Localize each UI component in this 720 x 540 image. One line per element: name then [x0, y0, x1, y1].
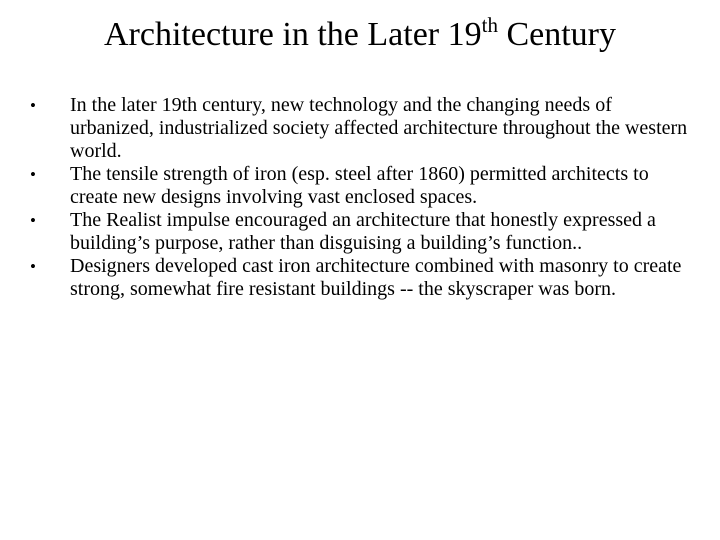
slide-title-main: Architecture in the Later 19 [104, 16, 482, 53]
bullet-list [30, 94, 700, 301]
slide-title-superscript: th [481, 13, 498, 37]
bullet-text-1: In the later 19th century, new technology and the changing needs of urbanized, industrialized society affected architecture throughout the western world. [70, 94, 688, 162]
bullet-dot-icon: • [30, 211, 36, 230]
bullet-dot-icon: • [30, 165, 36, 184]
bullet-item-2 [30, 163, 700, 209]
slide-title-suffix: Century [497, 16, 616, 53]
bullet-dot-icon: • [30, 96, 36, 115]
bullet-text-2: The tensile strength of iron (esp. steel after 1860) permitted architects to create new designs involving vast enclosed spaces. [70, 163, 649, 208]
bullet-text-4: Designers developed cast iron architecture combined with masonry to create strong, somewhat fire resistant buildings -- the skyscraper was born. [70, 255, 682, 300]
bullet-text-3: The Realist impulse encouraged an architecture that honestly expressed a building’s purpose, rather than disguising a building’s function.. [70, 209, 656, 254]
bullet-dot-icon: • [30, 257, 36, 276]
bullet-item-4 [30, 255, 700, 301]
slide-title [0, 12, 720, 58]
bullet-item-3 [30, 209, 700, 255]
bullet-item-1 [30, 94, 700, 163]
